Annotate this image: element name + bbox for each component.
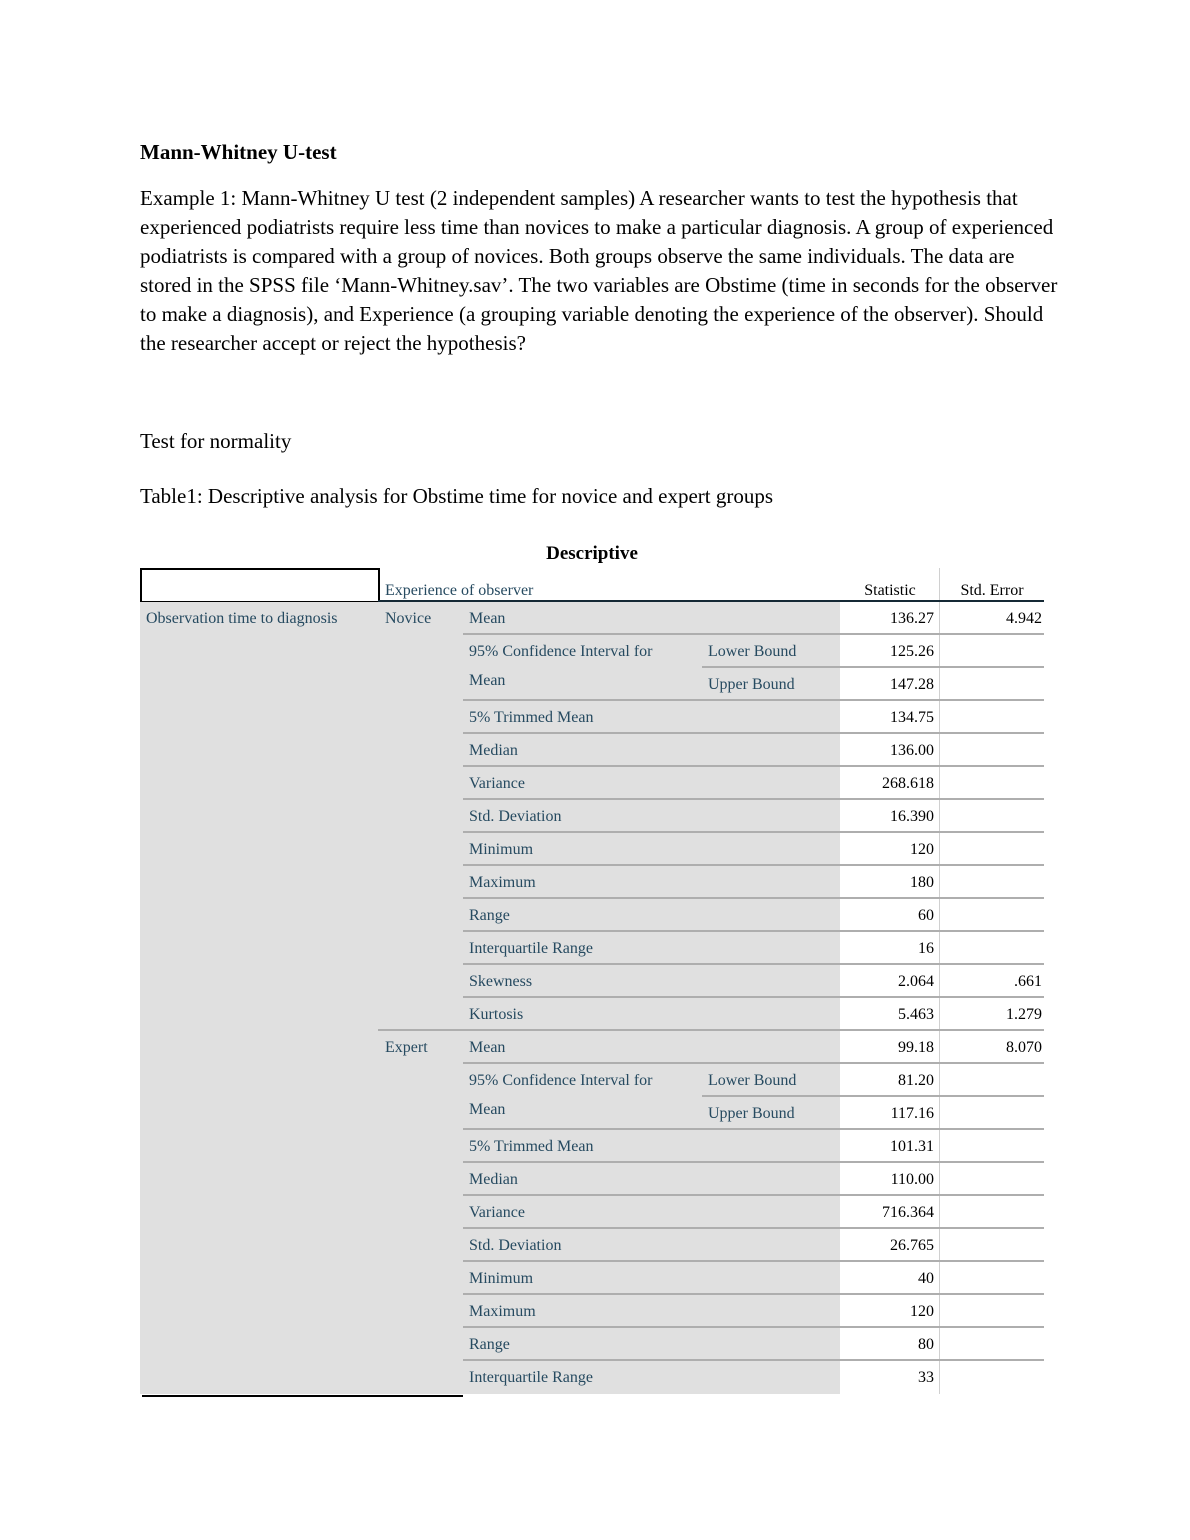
document-title: Mann-Whitney U-test [140, 140, 337, 164]
std-error-value: 8.070 [1006, 1039, 1042, 1056]
table-row [140, 1295, 1044, 1328]
row-label: Std. Deviation [469, 808, 562, 825]
table-row [140, 965, 1044, 998]
table-row [140, 635, 1044, 668]
row-label: Variance [469, 1204, 525, 1221]
table-row [140, 833, 1044, 866]
table-row [140, 899, 1044, 932]
row-label: 5% Trimmed Mean [469, 709, 594, 726]
statistic-value: 40 [918, 1270, 934, 1287]
table-row [140, 1064, 1044, 1097]
statistic-value: 110.00 [890, 1171, 934, 1188]
row-label: Skewness [469, 973, 533, 990]
header-divider [939, 568, 940, 602]
table-row [140, 1196, 1044, 1229]
statistic-value: 136.00 [890, 742, 934, 759]
statistic-value: 147.28 [890, 676, 934, 693]
row-label: Range [469, 907, 510, 924]
row-sublabel: Lower Bound [708, 643, 797, 660]
table-body [140, 602, 1044, 1394]
row-label: Maximum [469, 874, 536, 891]
group-label-novice: Novice [385, 610, 432, 627]
row-label: Maximum [469, 1303, 536, 1320]
row-sublabel: Lower Bound [708, 1072, 797, 1089]
normality-subheading: Test for normality [140, 429, 292, 453]
row-label: Variance [469, 775, 525, 792]
std-error-value: 4.942 [1006, 610, 1042, 627]
table-row [140, 1262, 1044, 1295]
row-label: 5% Trimmed Mean [469, 1138, 594, 1155]
table-row [140, 701, 1044, 734]
std-error-value: 1.279 [1006, 1006, 1042, 1023]
table-row [140, 800, 1044, 833]
statistic-value: 2.064 [898, 973, 934, 990]
table-row [140, 1097, 1044, 1130]
statistic-value: 180 [910, 874, 934, 891]
std-error-value: .661 [1014, 973, 1042, 990]
statistic-value: 26.765 [890, 1237, 934, 1254]
row-label: Std. Deviation [469, 1237, 562, 1254]
header-corner-cell [140, 568, 380, 603]
descriptives-table [140, 568, 1044, 1394]
table-bottom-rule [142, 1395, 463, 1397]
statistic-value: 99.18 [898, 1039, 934, 1056]
table-row [140, 767, 1044, 800]
row-label: Kurtosis [469, 1006, 524, 1023]
header-statistic: Statistic [864, 582, 916, 599]
statistic-value: 16.390 [890, 808, 934, 825]
row-label: Minimum [469, 1270, 534, 1287]
row-label: Range [469, 1336, 510, 1353]
statistic-value: 125.26 [890, 643, 934, 660]
row-sublabel: Upper Bound [708, 1105, 795, 1122]
table-row [140, 866, 1044, 899]
statistic-value: 60 [918, 907, 934, 924]
row-label: Minimum [469, 841, 534, 858]
row-label: Mean [469, 610, 506, 627]
statistic-value: 80 [918, 1336, 934, 1353]
table-row [140, 932, 1044, 965]
group-label-expert: Expert [385, 1039, 428, 1056]
row-label: Interquartile Range [469, 940, 593, 957]
variable-label: Observation time to diagnosis [146, 610, 338, 627]
example-paragraph: Example 1: Mann-Whitney U test (2 independent samples) A researcher wants to test the hypothesis that experienced podiatrists require less time than novices to make a particular diagnosis. A group of experienced podiatrists is compared with a group of novices. Both groups observe the same individuals. The data are stored in the SPSS file ‘Mann-Whitney.sav’. The two variables are Obstime (time in seconds for the observer to make a diagnosis), and Experience (a grouping variable denoting the experience of the observer). Should the researcher accept or reject the hypothesis? [140, 186, 1058, 355]
statistic-value: 120 [910, 1303, 934, 1320]
table-row [140, 1031, 1044, 1064]
table-caption: Table1: Descriptive analysis for Obstime time for novice and expert groups [140, 484, 774, 508]
table-row [140, 998, 1044, 1031]
row-label: Median [469, 742, 518, 759]
table-row [140, 668, 1044, 701]
row-label: 95% Confidence Interval for [469, 1072, 653, 1089]
table-row [140, 602, 1044, 635]
table-title: Descriptive [546, 543, 638, 564]
table-row [140, 1130, 1044, 1163]
statistic-value: 81.20 [898, 1072, 934, 1089]
statistic-value: 136.27 [890, 610, 934, 627]
statistic-value: 33 [918, 1369, 934, 1386]
row-sublabel: Upper Bound [708, 676, 795, 693]
row-label: 95% Confidence Interval for [469, 643, 653, 660]
statistic-value: 16 [918, 940, 934, 957]
table-row [140, 1361, 1044, 1394]
table-row [140, 1163, 1044, 1196]
header-std-error: Std. Error [960, 582, 1024, 599]
statistic-value: 117.16 [890, 1105, 934, 1122]
row-label: Mean [469, 1039, 506, 1056]
table-row [140, 1229, 1044, 1262]
statistic-value: 5.463 [898, 1006, 934, 1023]
row-label: Interquartile Range [469, 1369, 593, 1386]
statistic-value: 120 [910, 841, 934, 858]
table-row [140, 734, 1044, 767]
row-label: Mean [469, 1101, 506, 1118]
table-row [140, 1328, 1044, 1361]
row-label: Median [469, 1171, 518, 1188]
table-header [140, 568, 1044, 602]
statistic-value: 268.618 [882, 775, 934, 792]
statistic-value: 716.364 [882, 1204, 934, 1221]
row-label: Mean [469, 672, 506, 689]
statistic-value: 101.31 [890, 1138, 934, 1155]
statistic-value: 134.75 [890, 709, 934, 726]
header-experience: Experience of observer [385, 582, 534, 599]
